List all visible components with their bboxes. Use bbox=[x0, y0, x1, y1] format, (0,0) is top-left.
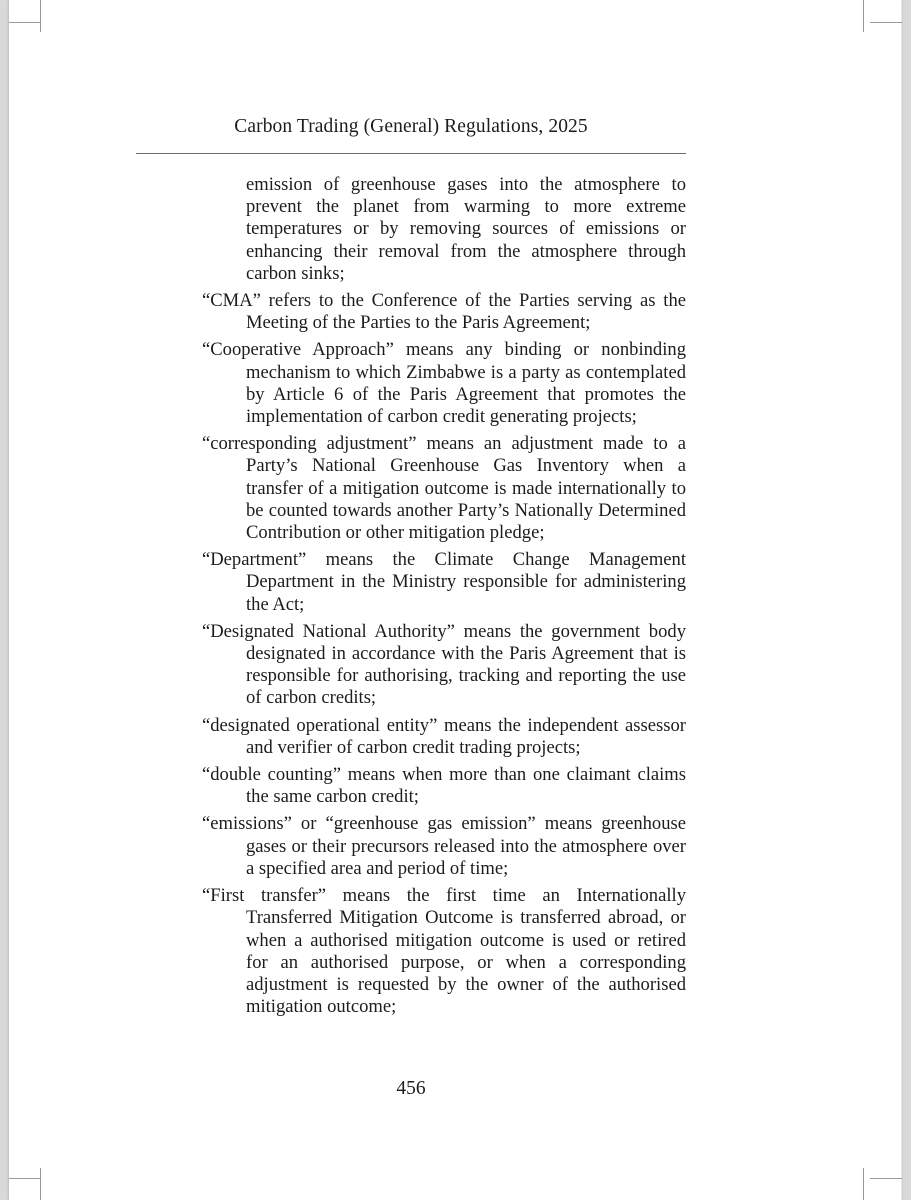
crop-mark bbox=[40, 0, 41, 32]
definition-designated-national-authority: “Designated National Authority” means the government body designated in accordance with the Paris Agreement that is responsible for authorising, tracking and reporting the use of carbon credits; bbox=[202, 620, 686, 709]
crop-mark bbox=[9, 1178, 41, 1179]
definition-emissions: “emissions” or “greenhouse gas emission” means greenhouse gases or their precursors released into the atmosphere over a specified area and period of time; bbox=[202, 813, 686, 879]
page-right-edge bbox=[902, 0, 911, 1200]
definition-cma: “CMA” refers to the Conference of the Parties serving as the Meeting of the Parties to the Paris Agreement; bbox=[202, 290, 686, 334]
header-rule bbox=[136, 153, 686, 154]
crop-mark bbox=[863, 1168, 864, 1200]
definition-first-transfer: “First transfer” means the first time an Internationally Transferred Mitigation Outcome is transferred abroad, or when a authorised mitigation outcome is used or retired for an authorised purpose, or when a corresponding adjustment is requested by the owner of the authorised mitigation outcome; bbox=[202, 885, 686, 1018]
definition-corresponding-adjustment: “corresponding adjustment” means an adjustment made to a Party’s National Greenhouse Gas Inventory when a transfer of a mitigation outcome is made internationally to be counted towards another Party’s Nationally Determined Contribution or other mitigation pledge; bbox=[202, 433, 686, 544]
crop-mark bbox=[870, 1178, 902, 1179]
crop-mark bbox=[40, 1168, 41, 1200]
page-left-edge bbox=[0, 0, 9, 1200]
definition-department: “Department” means the Climate Change Management Department in the Ministry responsible for administering the Act; bbox=[202, 549, 686, 615]
definition-double-counting: “double counting” means when more than one claimant claims the same carbon credit; bbox=[202, 764, 686, 808]
running-header: Carbon Trading (General) Regulations, 2025 bbox=[234, 116, 588, 137]
definitions-section bbox=[202, 174, 686, 1023]
page-number: 456 bbox=[396, 1078, 426, 1099]
definition-designated-operational-entity: “designated operational entity” means the independent assessor and verifier of carbon credit trading projects; bbox=[202, 714, 686, 758]
crop-mark bbox=[9, 22, 41, 23]
crop-mark bbox=[863, 0, 864, 32]
crop-mark bbox=[870, 22, 902, 23]
continuation-paragraph: emission of greenhouse gases into the atmosphere to prevent the planet from warming to more extreme temperatures or by removing sources of emissions or enhancing their removal from the atmosphere through carbon sinks; bbox=[246, 174, 686, 284]
definition-cooperative-approach: “Cooperative Approach” means any binding or nonbinding mechanism to which Zimbabwe is a party as contemplated by Article 6 of the Paris Agreement that promotes the implementation of carbon credit generating projects; bbox=[202, 339, 686, 428]
